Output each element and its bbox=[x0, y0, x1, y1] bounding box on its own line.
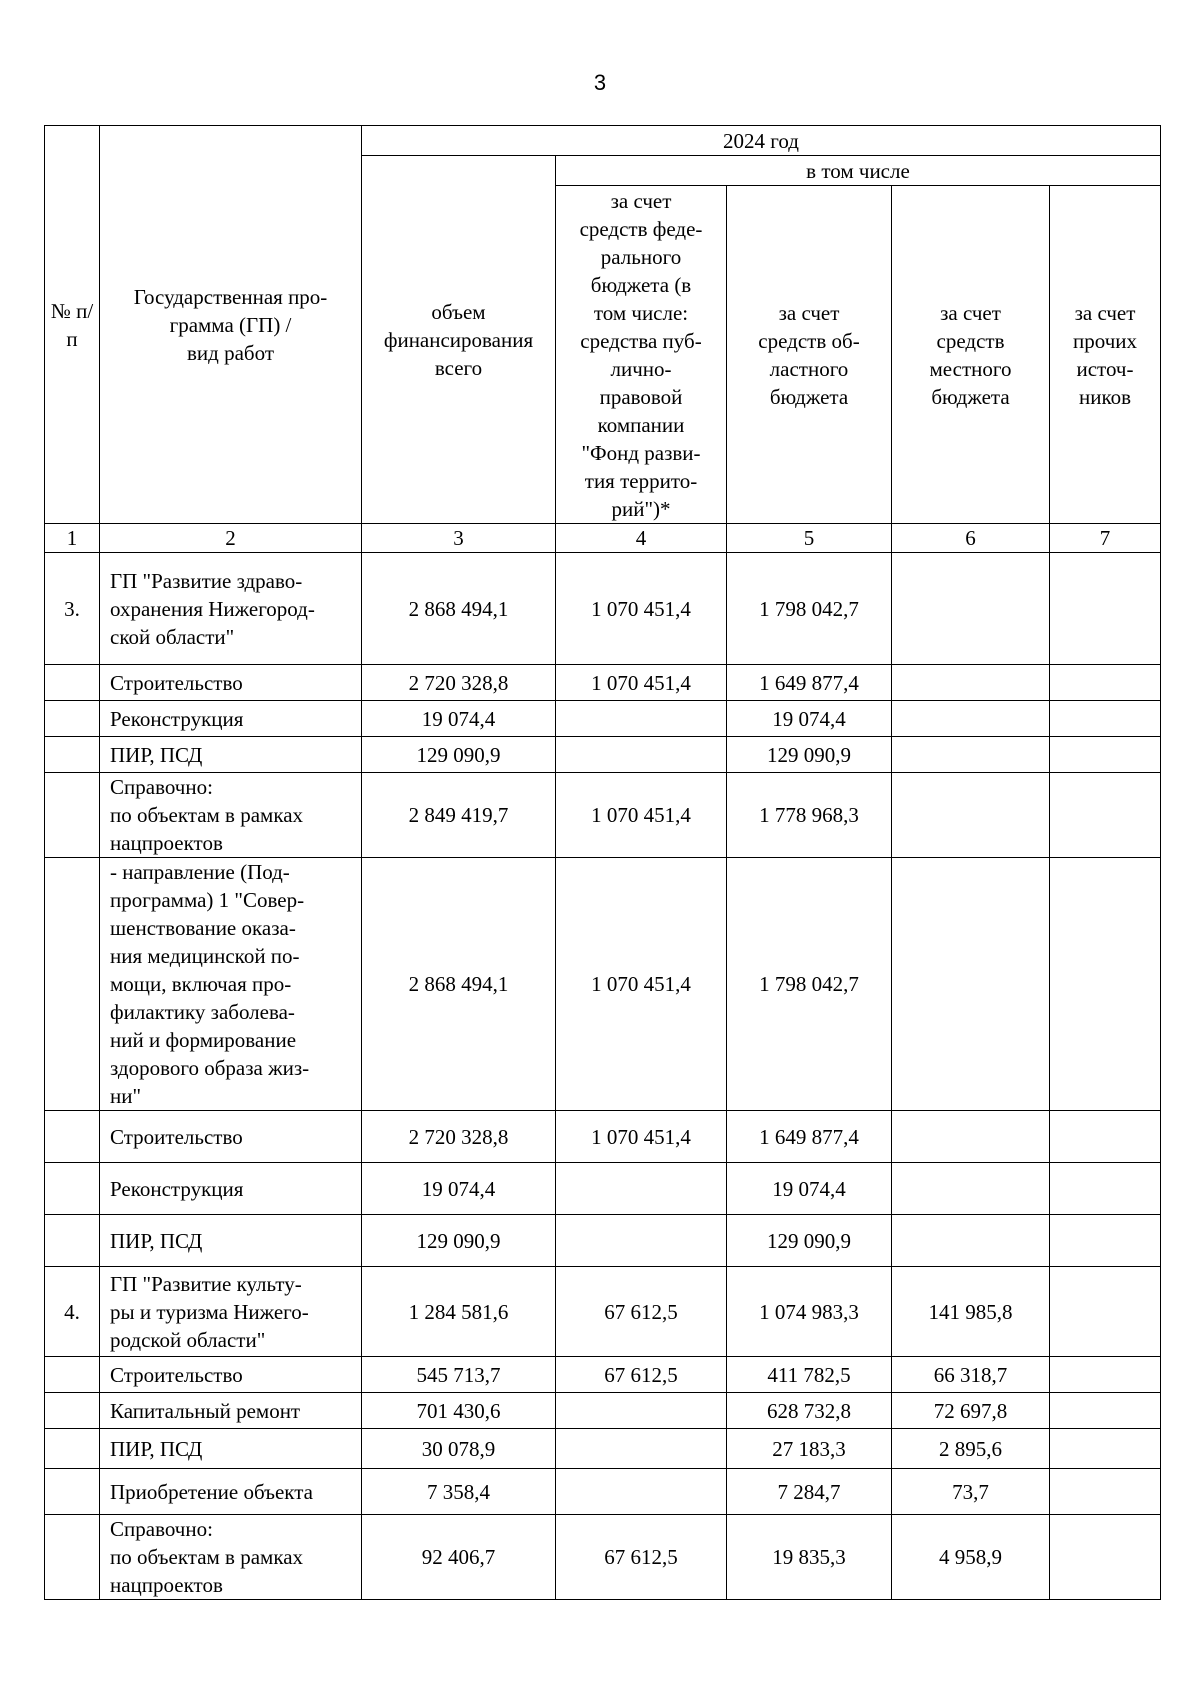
row-other bbox=[1050, 701, 1161, 737]
column-number-row bbox=[45, 524, 1161, 553]
table-row bbox=[45, 701, 1161, 737]
row-local bbox=[892, 1111, 1050, 1163]
column-number: 4 bbox=[556, 524, 727, 553]
table-row bbox=[45, 773, 1161, 858]
row-regional: 1 798 042,7 bbox=[727, 858, 892, 1111]
page-number: 3 bbox=[593, 70, 607, 95]
row-local: 4 958,9 bbox=[892, 1515, 1050, 1600]
row-name: ПИР, ПСД bbox=[100, 1215, 362, 1267]
row-federal bbox=[556, 1429, 727, 1469]
row-regional: 1 778 968,3 bbox=[727, 773, 892, 858]
row-other bbox=[1050, 665, 1161, 701]
row-regional: 19 074,4 bbox=[727, 1163, 892, 1215]
table-row bbox=[45, 1111, 1161, 1163]
row-number bbox=[45, 1163, 100, 1215]
header-col-total bbox=[362, 156, 556, 524]
row-local bbox=[892, 773, 1050, 858]
row-local bbox=[892, 1163, 1050, 1215]
row-federal: 67 612,5 bbox=[556, 1357, 727, 1393]
row-number bbox=[45, 1111, 100, 1163]
column-number: 7 bbox=[1050, 524, 1161, 553]
row-number bbox=[45, 1429, 100, 1469]
row-regional: 129 090,9 bbox=[727, 737, 892, 773]
header-col-federal bbox=[556, 186, 727, 524]
row-number: 3. bbox=[45, 553, 100, 665]
row-local: 73,7 bbox=[892, 1469, 1050, 1515]
table-row bbox=[45, 858, 1161, 1111]
row-regional: 1 649 877,4 bbox=[727, 1111, 892, 1163]
table-row bbox=[45, 1267, 1161, 1357]
row-other bbox=[1050, 773, 1161, 858]
row-local bbox=[892, 737, 1050, 773]
header-including: в том числе bbox=[556, 156, 1161, 186]
row-total: 2 720 328,8 bbox=[362, 665, 556, 701]
row-federal bbox=[556, 1469, 727, 1515]
row-name: ГП "Развитие культу- ры и туризма Нижего- родской области" bbox=[100, 1267, 362, 1357]
row-number bbox=[45, 858, 100, 1111]
row-local bbox=[892, 701, 1050, 737]
row-total: 2 720 328,8 bbox=[362, 1111, 556, 1163]
row-number bbox=[45, 1515, 100, 1600]
row-federal bbox=[556, 1393, 727, 1429]
row-name: - направление (Под- программа) 1 "Совер- шенствование оказа- ния медицинской по- мощи, включая про- филактику заболева- ний и формирование здорового образа жиз- ни" bbox=[100, 858, 362, 1111]
row-other bbox=[1050, 1357, 1161, 1393]
row-other bbox=[1050, 737, 1161, 773]
row-name: Строительство bbox=[100, 1357, 362, 1393]
row-number bbox=[45, 1215, 100, 1267]
row-regional: 129 090,9 bbox=[727, 1215, 892, 1267]
row-federal: 67 612,5 bbox=[556, 1515, 727, 1600]
row-total: 92 406,7 bbox=[362, 1515, 556, 1600]
row-other bbox=[1050, 858, 1161, 1111]
row-number bbox=[45, 1393, 100, 1429]
table-row bbox=[45, 1429, 1161, 1469]
row-name: Справочно: по объектам в рамках нацпроектов bbox=[100, 773, 362, 858]
row-other bbox=[1050, 1469, 1161, 1515]
row-local bbox=[892, 858, 1050, 1111]
row-number bbox=[45, 737, 100, 773]
row-federal: 1 070 451,4 bbox=[556, 858, 727, 1111]
row-federal bbox=[556, 737, 727, 773]
table-row bbox=[45, 1515, 1161, 1600]
row-name: Справочно: по объектам в рамках нацпроектов bbox=[100, 1515, 362, 1600]
row-total: 545 713,7 bbox=[362, 1357, 556, 1393]
row-name: Реконструкция bbox=[100, 1163, 362, 1215]
table-row bbox=[45, 553, 1161, 665]
header-year: 2024 год bbox=[362, 126, 1161, 156]
row-federal: 67 612,5 bbox=[556, 1267, 727, 1357]
row-name: Реконструкция bbox=[100, 701, 362, 737]
row-local bbox=[892, 665, 1050, 701]
row-local bbox=[892, 553, 1050, 665]
row-name: Строительство bbox=[100, 1111, 362, 1163]
column-number: 1 bbox=[45, 524, 100, 553]
row-federal: 1 070 451,4 bbox=[556, 665, 727, 701]
header-col-program bbox=[100, 126, 362, 524]
row-total: 7 358,4 bbox=[362, 1469, 556, 1515]
row-other bbox=[1050, 1429, 1161, 1469]
row-federal: 1 070 451,4 bbox=[556, 1111, 727, 1163]
row-federal: 1 070 451,4 bbox=[556, 773, 727, 858]
row-name: ПИР, ПСД bbox=[100, 1429, 362, 1469]
row-regional: 1 074 983,3 bbox=[727, 1267, 892, 1357]
row-regional: 411 782,5 bbox=[727, 1357, 892, 1393]
row-local: 2 895,6 bbox=[892, 1429, 1050, 1469]
row-total: 2 868 494,1 bbox=[362, 553, 556, 665]
row-federal bbox=[556, 1215, 727, 1267]
row-other bbox=[1050, 1215, 1161, 1267]
row-number bbox=[45, 1469, 100, 1515]
table-row bbox=[45, 1357, 1161, 1393]
row-federal: 1 070 451,4 bbox=[556, 553, 727, 665]
table-row bbox=[45, 665, 1161, 701]
header-col-no bbox=[45, 126, 100, 524]
header-col-federal-text: за счет средств феде- рального бюджета (в том числе: средства пуб- лично- правовой компании "Фонд разви- тия террито- рий")* bbox=[579, 188, 703, 521]
row-regional: 27 183,3 bbox=[727, 1429, 892, 1469]
row-other bbox=[1050, 1393, 1161, 1429]
row-other bbox=[1050, 1515, 1161, 1600]
row-name: ПИР, ПСД bbox=[100, 737, 362, 773]
header-col-regional bbox=[727, 186, 892, 524]
column-number: 6 bbox=[892, 524, 1050, 553]
header-col-local bbox=[892, 186, 1050, 524]
row-total: 30 078,9 bbox=[362, 1429, 556, 1469]
row-regional: 7 284,7 bbox=[727, 1469, 892, 1515]
budget-table bbox=[44, 125, 1161, 1600]
row-local: 72 697,8 bbox=[892, 1393, 1050, 1429]
row-name: Строительство bbox=[100, 665, 362, 701]
row-regional: 1 649 877,4 bbox=[727, 665, 892, 701]
header-col-other bbox=[1050, 186, 1161, 524]
table-row bbox=[45, 1215, 1161, 1267]
row-name: Приобретение объекта bbox=[100, 1469, 362, 1515]
row-federal bbox=[556, 701, 727, 737]
column-number: 5 bbox=[727, 524, 892, 553]
row-local: 66 318,7 bbox=[892, 1357, 1050, 1393]
row-other bbox=[1050, 1163, 1161, 1215]
header-col-local-text: за счет средств местного бюджета bbox=[929, 300, 1012, 409]
row-total: 129 090,9 bbox=[362, 737, 556, 773]
row-local: 141 985,8 bbox=[892, 1267, 1050, 1357]
table-row bbox=[45, 1469, 1161, 1515]
row-number bbox=[45, 665, 100, 701]
row-number bbox=[45, 1357, 100, 1393]
table-row bbox=[45, 1163, 1161, 1215]
row-regional: 19 835,3 bbox=[727, 1515, 892, 1600]
table-row bbox=[45, 1393, 1161, 1429]
table-row bbox=[45, 737, 1161, 773]
row-total: 1 284 581,6 bbox=[362, 1267, 556, 1357]
header-col-regional-text: за счет средств об- ластного бюджета bbox=[758, 300, 860, 409]
row-total: 19 074,4 bbox=[362, 1163, 556, 1215]
row-other bbox=[1050, 1111, 1161, 1163]
column-number: 2 bbox=[100, 524, 362, 553]
row-total: 2 868 494,1 bbox=[362, 858, 556, 1111]
row-other bbox=[1050, 553, 1161, 665]
header-col-no-text: № п/п bbox=[50, 298, 94, 351]
row-regional: 628 732,8 bbox=[727, 1393, 892, 1429]
header-col-program-text: Государственная про- грамма (ГП) / вид работ bbox=[133, 284, 328, 365]
row-number bbox=[45, 701, 100, 737]
row-total: 2 849 419,7 bbox=[362, 773, 556, 858]
row-federal bbox=[556, 1163, 727, 1215]
row-name: Капитальный ремонт bbox=[100, 1393, 362, 1429]
row-total: 701 430,6 bbox=[362, 1393, 556, 1429]
row-total: 129 090,9 bbox=[362, 1215, 556, 1267]
row-other bbox=[1050, 1267, 1161, 1357]
row-local bbox=[892, 1215, 1050, 1267]
row-total: 19 074,4 bbox=[362, 701, 556, 737]
row-number bbox=[45, 773, 100, 858]
row-number: 4. bbox=[45, 1267, 100, 1357]
row-regional: 19 074,4 bbox=[727, 701, 892, 737]
header-col-total-text: объем финансирования всего bbox=[383, 299, 534, 380]
row-name: ГП "Развитие здраво- охранения Нижегород- ской области" bbox=[100, 553, 362, 665]
header-col-other-text: за счет прочих источ- ников bbox=[1073, 300, 1137, 409]
column-number: 3 bbox=[362, 524, 556, 553]
row-regional: 1 798 042,7 bbox=[727, 553, 892, 665]
